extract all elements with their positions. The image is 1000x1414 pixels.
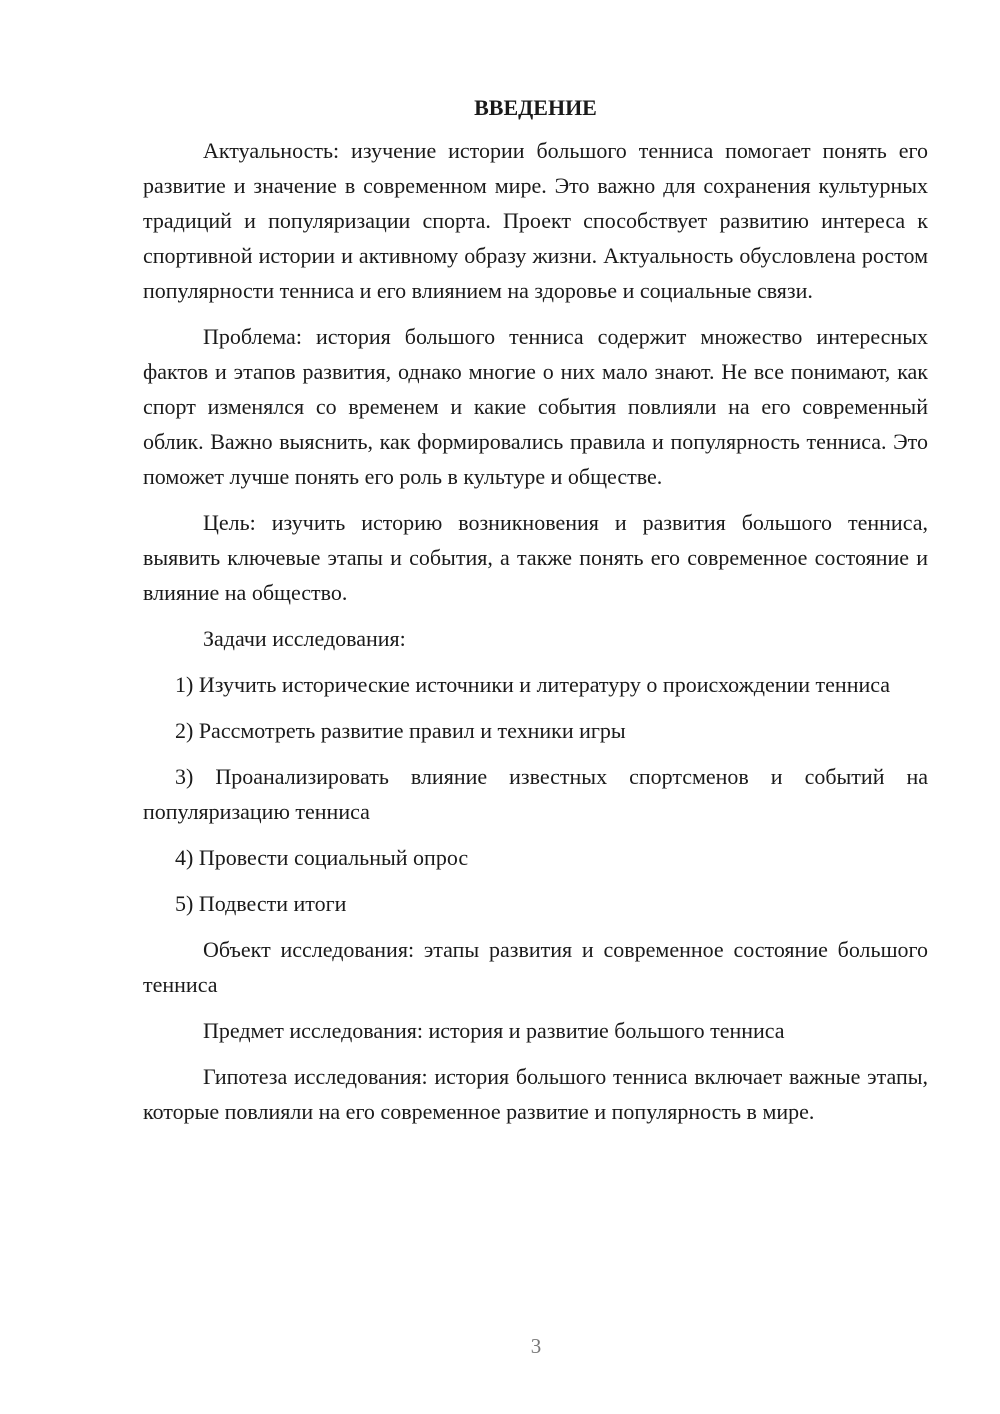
relevance-paragraph: Актуальность: изучение истории большого тенниса помогает понять его развитие и значение в современном мире. Это важно для сохранения культурных традиций и популяризации спорта. Проект способствует развитию интереса к спортивной истории и активному образу жизни. Актуальность обусловлена ростом популярности тенниса и его влиянием на здоровье и социальные связи. xyxy=(143,138,928,303)
hypothesis-paragraph: Гипотеза исследования: история большого тенниса включает важные этапы, которые повлияли на его современное развитие и популярность в мире. xyxy=(143,1064,928,1124)
goal-paragraph: Цель: изучить историю возникновения и развития большого тенниса, выявить ключевые этапы и события, а также понять его современное состояние и влияние на общество. xyxy=(143,510,928,605)
task-item-3: 3) Проанализировать влияние известных спортсменов и событий на популяризацию тенниса xyxy=(143,764,928,824)
task-item-1: 1) Изучить исторические источники и литературу о происхождении тенниса xyxy=(175,672,891,697)
page-number: 3 xyxy=(530,1334,542,1358)
task-item-5: 5) Подвести итоги xyxy=(175,891,347,916)
document-page xyxy=(143,90,928,1140)
tasks-title: Задачи исследования: xyxy=(203,626,406,651)
task-item-4: 4) Провести социальный опрос xyxy=(175,845,469,870)
problem-paragraph: Проблема: история большого тенниса содержит множество интересных фактов и этапов развития, однако многие о них мало знают. Не все понимают, как спорт изменялся со временем и какие события повлияли на его современный облик. Важно выяснить, как формировались правила и популярность тенниса. Это поможет лучше понять его роль в культуре и обществе. xyxy=(143,324,928,489)
section-heading: ВВЕДЕНИЕ xyxy=(474,95,597,120)
task-item-2: 2) Рассмотреть развитие правил и техники игры xyxy=(175,718,626,743)
object-paragraph: Объект исследования: этапы развития и современное состояние большого тенниса xyxy=(143,937,928,997)
subject-paragraph: Предмет исследования: история и развитие большого тенниса xyxy=(203,1018,785,1043)
